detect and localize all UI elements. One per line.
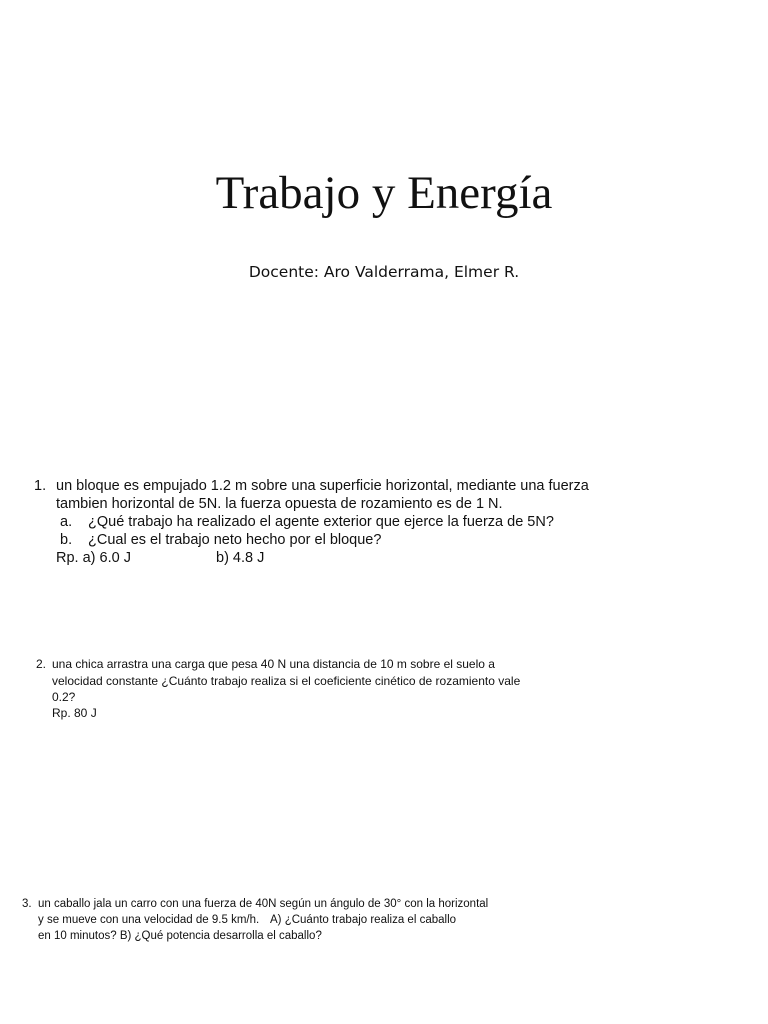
problem-text-line: en 10 minutos? B) ¿Qué potencia desarrolla el caballo? [38, 930, 322, 942]
problem-text-line: un caballo jala un carro con una fuerza de 40N según un ángulo de 30° con la horizontal [38, 898, 489, 910]
part-label: a. [60, 514, 73, 530]
problem-text-line: A) ¿Cuánto trabajo realiza el caballo [270, 914, 457, 926]
document-subtitle: Docente: Aro Valderrama, Elmer R. [248, 263, 520, 281]
part-label: b. [60, 532, 73, 548]
part-text: ¿Cual es el trabajo neto hecho por el bloque? [88, 532, 382, 548]
problem-text-line: 0.2? [52, 690, 76, 704]
part-text: ¿Qué trabajo ha realizado el agente exterior que ejerce la fuerza de 5N? [88, 514, 554, 530]
answer-text: b) 4.8 J [216, 550, 265, 566]
answer-text: Rp. a) 6.0 J [56, 550, 131, 566]
problem-number: 3. [22, 898, 32, 910]
problem-text-line: velocidad constante ¿Cuánto trabajo realiza si el coeficiente cinético de rozamiento vale [52, 674, 521, 688]
problem-number: 2. [36, 657, 47, 671]
problem-text-line: y se mueve con una velocidad de 9.5 km/h. [38, 914, 260, 926]
problem-text-line: tambien horizontal de 5N. la fuerza opuesta de rozamiento es de 1 N. [56, 496, 503, 512]
problem-text-line: una chica arrastra una carga que pesa 40 N una distancia de 10 m sobre el suelo a [52, 657, 495, 671]
problem-text-line: un bloque es empujado 1.2 m sobre una superficie horizontal, mediante una fuerza [56, 478, 589, 494]
document-title: Trabajo y Energía [215, 167, 553, 219]
problem-number: 1. [34, 478, 47, 494]
answer-text: Rp. 80 J [52, 706, 97, 720]
